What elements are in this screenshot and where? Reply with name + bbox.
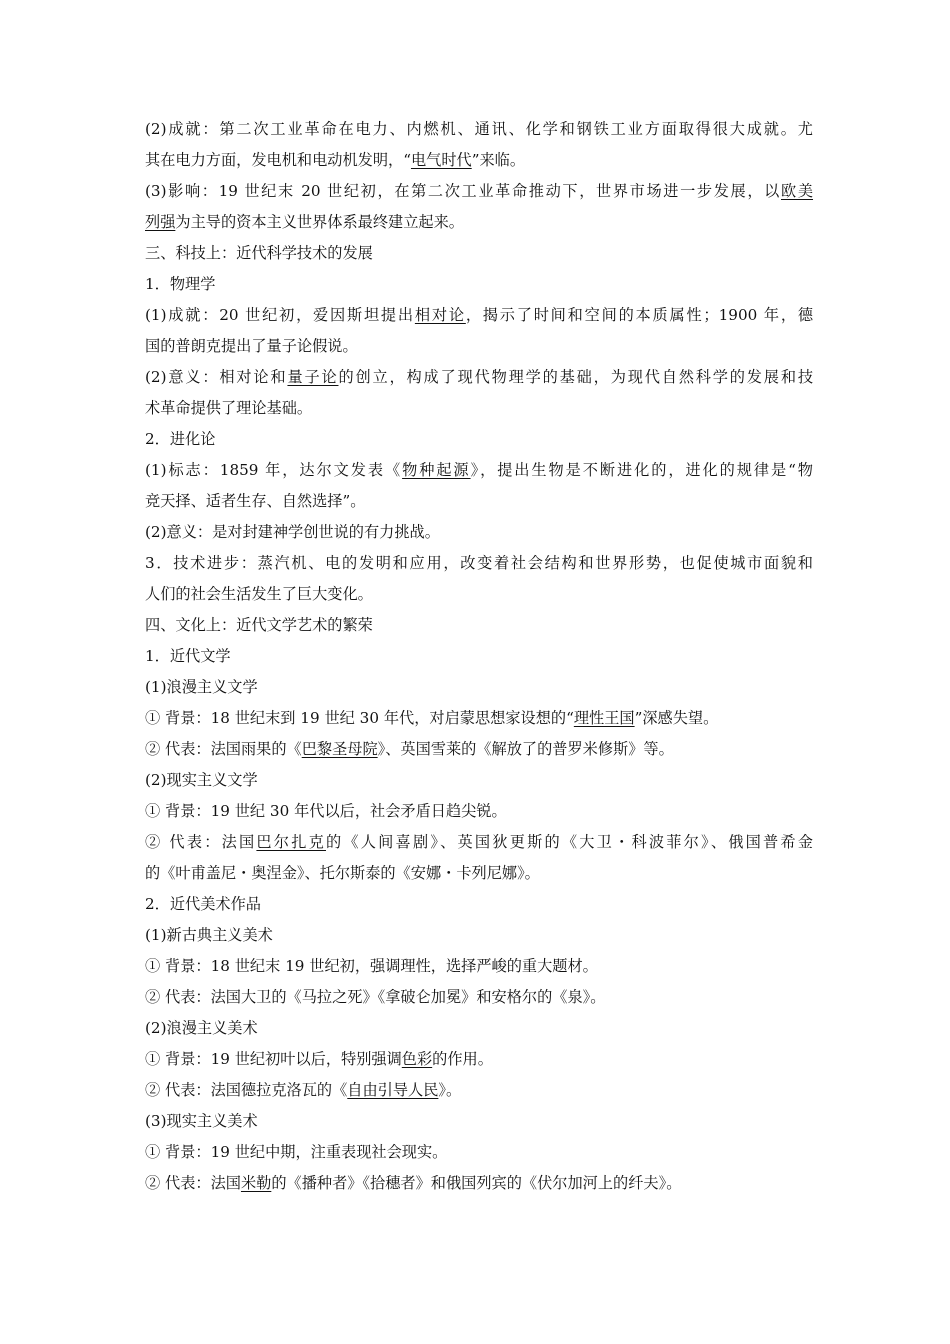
underlined-term: 米勒 xyxy=(240,1174,272,1192)
underlined-term: 物种起源 xyxy=(402,461,471,479)
text-line xyxy=(145,1013,813,1044)
text-line xyxy=(145,703,813,734)
text-segment: 》，提出生物是不断进化的，进化的规律是“物 xyxy=(470,461,813,479)
text-segment: (2)意义：是对封建神学创世说的有力挑战。 xyxy=(145,523,440,541)
text-line xyxy=(145,176,813,207)
text-line xyxy=(145,610,813,641)
text-segment: (3)影响：19 世纪末 20 世纪初，在第二次工业革命推动下，世界市场进一步发展，以 xyxy=(145,182,781,200)
text-line xyxy=(145,548,813,579)
text-line xyxy=(145,889,813,920)
text-segment: 2．进化论 xyxy=(145,430,216,448)
text-segment: 的《人间喜剧》、英国狄更斯的《大卫・科波菲尔》、俄国普希金 xyxy=(325,833,813,851)
text-line xyxy=(145,734,813,765)
underlined-term: 列强 xyxy=(145,213,176,231)
text-segment: ① 背景：18 世纪末 19 世纪初，强调理性，选择严峻的重大题材。 xyxy=(145,957,598,975)
text-segment: (2)意义：相对论和 xyxy=(145,368,288,386)
text-segment: ② 代表：法国大卫的《马拉之死》《拿破仑加冕》和安格尔的《泉》。 xyxy=(145,988,606,1006)
text-line xyxy=(145,486,813,517)
text-segment: (1)浪漫主义文学 xyxy=(145,678,258,696)
underlined-term: 电气时代 xyxy=(410,151,472,169)
text-line xyxy=(145,982,813,1013)
text-segment: 1．物理学 xyxy=(145,275,216,293)
text-segment: 1．近代文学 xyxy=(145,647,231,665)
text-line xyxy=(145,455,813,486)
text-line xyxy=(145,796,813,827)
text-line xyxy=(145,765,813,796)
text-segment: ① 背景：19 世纪初叶以后，特别强调 xyxy=(145,1050,402,1068)
text-segment: (3)现实主义美术 xyxy=(145,1112,258,1130)
text-segment: ① 背景：19 世纪中期，注重表现社会现实。 xyxy=(145,1143,448,1161)
text-line xyxy=(145,424,813,455)
text-segment: ”深感失望。 xyxy=(634,709,719,727)
text-segment: (1)成就：20 世纪初，爱因斯坦提出 xyxy=(145,306,415,324)
text-line xyxy=(145,393,813,424)
text-segment: 的创立，构成了现代物理学的基础，为现代自然科学的发展和技 xyxy=(338,368,814,386)
underlined-term: 量子论 xyxy=(287,368,339,386)
text-line xyxy=(145,1075,813,1106)
text-line xyxy=(145,238,813,269)
underlined-term: 自由引导人民 xyxy=(347,1081,439,1099)
text-line xyxy=(145,579,813,610)
text-segment: ② 代表：法国德拉克洛瓦的《 xyxy=(145,1081,348,1099)
text-line xyxy=(145,114,813,145)
text-segment: ② 代表：法国 xyxy=(145,833,257,851)
text-segment: 国的普朗克提出了量子论假说。 xyxy=(145,337,358,355)
text-line xyxy=(145,951,813,982)
text-segment: 》、英国雪莱的《解放了的普罗米修斯》等。 xyxy=(377,740,674,758)
text-line xyxy=(145,145,813,176)
text-line xyxy=(145,1044,813,1075)
text-segment: 为主导的资本主义世界体系最终建立起来。 xyxy=(175,213,464,231)
text-segment: ② 代表：法国雨果的《 xyxy=(145,740,302,758)
text-segment: 四、文化上：近代文学艺术的繁荣 xyxy=(145,616,373,634)
text-line xyxy=(145,207,813,238)
text-segment: ① 背景：18 世纪末到 19 世纪 30 年代，对启蒙思想家设想的“ xyxy=(145,709,574,727)
underlined-term: 色彩 xyxy=(401,1050,433,1068)
text-segment: ② 代表：法国 xyxy=(145,1174,241,1192)
document-body xyxy=(145,114,813,1199)
text-segment: 的《叶甫盖尼・奥涅金》、托尔斯泰的《安娜・卡列尼娜》。 xyxy=(145,864,540,882)
underlined-term: 巴尔扎克 xyxy=(256,833,326,851)
text-segment: ，揭示了时间和空间的本质属性；1900 年，德 xyxy=(465,306,814,324)
text-line xyxy=(145,827,813,858)
text-line xyxy=(145,1137,813,1168)
text-segment: (2)现实主义文学 xyxy=(145,771,258,789)
text-segment: 术革命提供了理论基础。 xyxy=(145,399,313,417)
text-segment: (1)新古典主义美术 xyxy=(145,926,273,944)
text-segment: ”来临。 xyxy=(471,151,526,169)
text-line xyxy=(145,1168,813,1199)
text-line xyxy=(145,362,813,393)
text-segment: 竞天择、适者生存、自然选择”。 xyxy=(145,492,366,510)
text-line xyxy=(145,269,813,300)
text-segment: 人们的社会生活发生了巨大变化。 xyxy=(145,585,373,603)
text-line xyxy=(145,920,813,951)
text-segment: 的《播种者》《拾穗者》和俄国列宾的《伏尔加河上的纤夫》。 xyxy=(271,1174,682,1192)
text-line xyxy=(145,300,813,331)
text-segment: (1)标志：1859 年，达尔文发表《 xyxy=(145,461,403,479)
text-segment: 其在电力方面，发电机和电动机发明，“ xyxy=(145,151,411,169)
text-segment: (2)浪漫主义美术 xyxy=(145,1019,258,1037)
text-line xyxy=(145,331,813,362)
text-segment: 的作用。 xyxy=(432,1050,493,1068)
text-segment: 》。 xyxy=(438,1081,462,1099)
underlined-term: 相对论 xyxy=(414,306,466,324)
text-segment: 2．近代美术作品 xyxy=(145,895,261,913)
underlined-term: 欧美 xyxy=(781,182,814,200)
underlined-term: 理性王国 xyxy=(573,709,635,727)
text-line xyxy=(145,517,813,548)
text-line xyxy=(145,641,813,672)
text-segment: (2)成就：第二次工业革命在电力、内燃机、通讯、化学和钢铁工业方面取得很大成就。尤 xyxy=(145,120,813,138)
underlined-term: 巴黎圣母院 xyxy=(301,740,378,758)
text-line xyxy=(145,1106,813,1137)
text-segment: 3．技术进步：蒸汽机、电的发明和应用，改变着社会结构和世界形势，也促使城市面貌和 xyxy=(145,554,813,572)
text-line xyxy=(145,672,813,703)
text-line xyxy=(145,858,813,889)
text-segment: ① 背景：19 世纪 30 年代以后，社会矛盾日趋尖锐。 xyxy=(145,802,507,820)
text-segment: 三、科技上：近代科学技术的发展 xyxy=(145,244,373,262)
